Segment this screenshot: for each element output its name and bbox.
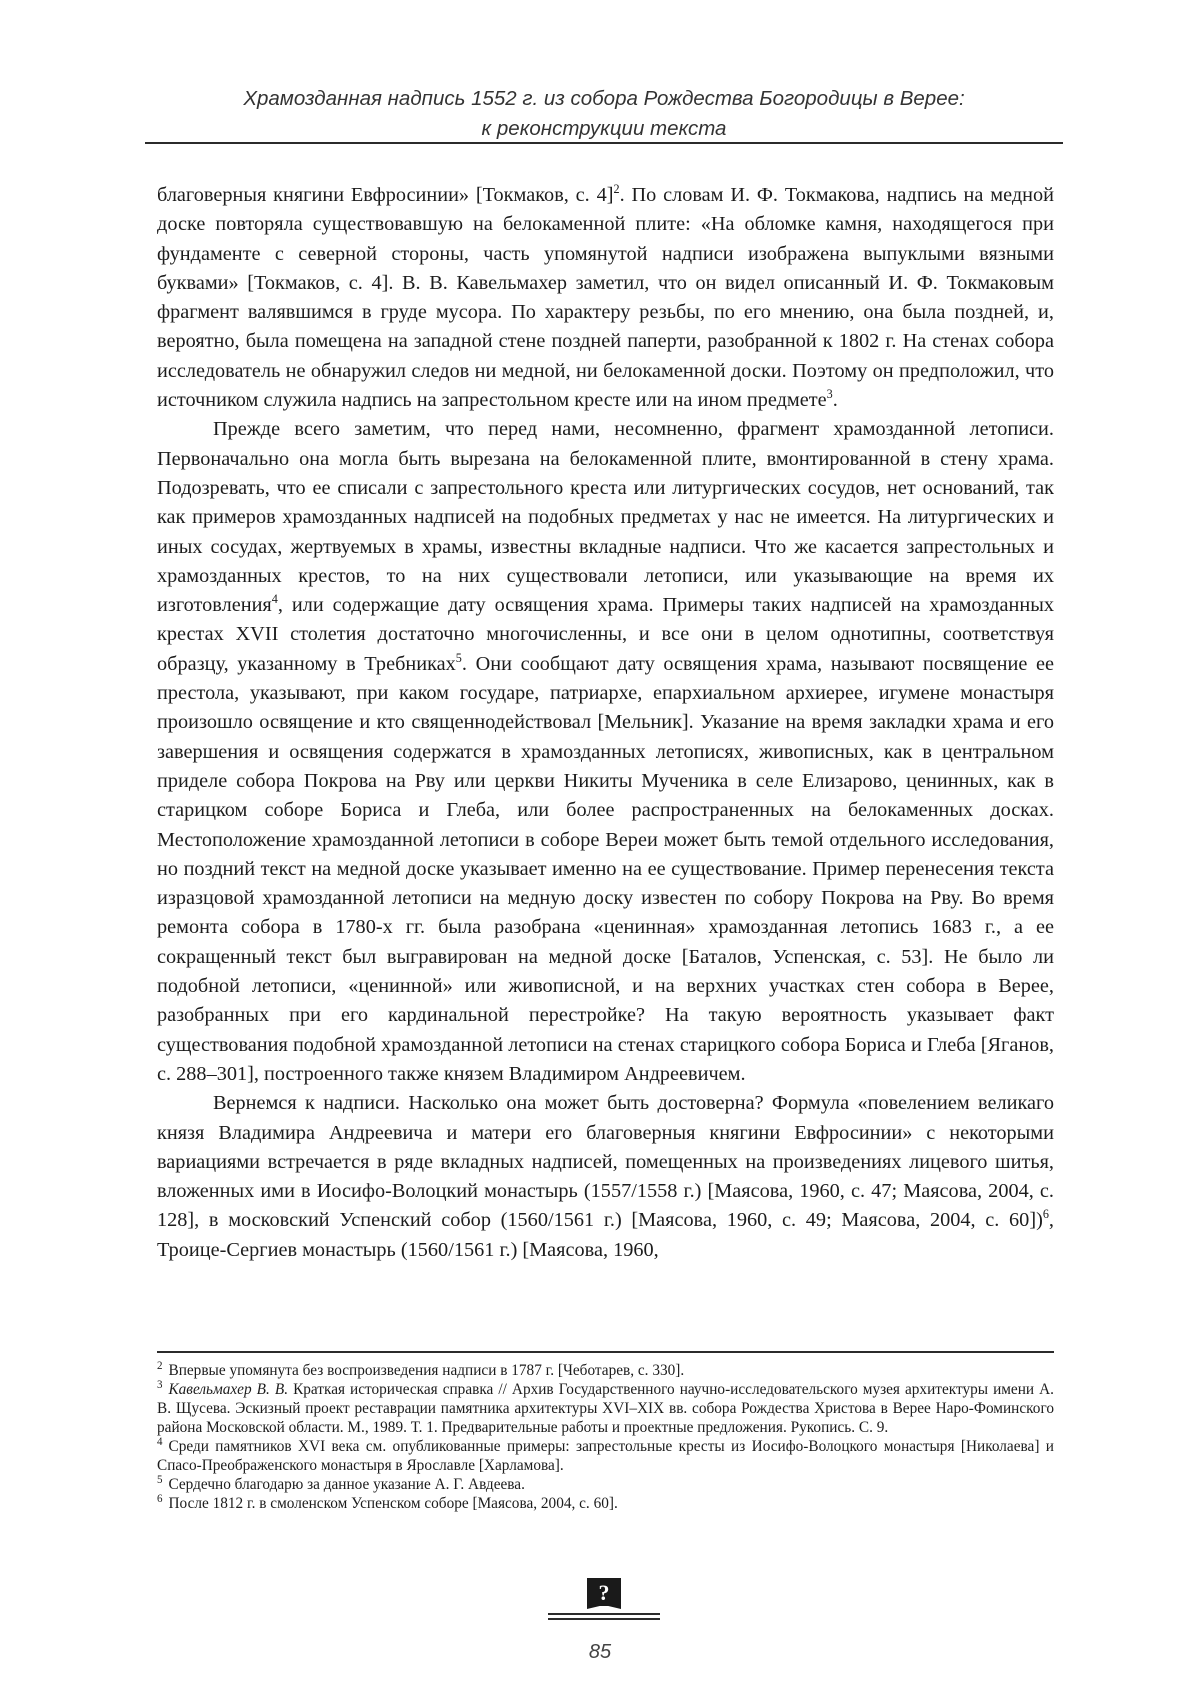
- footnote-number: 2: [157, 1359, 163, 1372]
- logo-question-mark: ?: [598, 1580, 610, 1605]
- book-question-icon: [584, 1576, 624, 1610]
- footnote-6: [157, 1494, 1054, 1513]
- paragraph-1: [157, 181, 1054, 415]
- footnotes: [157, 1361, 1054, 1513]
- footnote-ref-2[interactable]: 2: [613, 182, 620, 197]
- footnote-5: [157, 1475, 1054, 1494]
- footnote-2: [157, 1361, 1054, 1380]
- page-number: 85: [588, 1641, 612, 1663]
- footnote-text: Сердечно благодарю за данное указание А. Г. Авдеева.: [168, 1476, 525, 1493]
- logo-rule-2: [548, 1618, 660, 1620]
- paragraph-1-text-b: . По словам И. Ф. Токмакова, надпись на медной доске повторяла существовавшую на белокаменной плите: «На обломке камня, находящегося при фундаменте с северной стороны, часть упомянутой надписи изображена выпуклыми вязными буквами» [Токмаков, с. 4]. В. В. Кавельмахер заметил, что он видел описанный И. Ф. Токмаковым фрагмент валявшимся в груде мусора. По характеру резьбы, по его мнению, она была поздней, и, вероятно, была помещена на западной стене поздней паперти, разобранной к 1802 г. На стенах собора исследователь не обнаружил следов ни медной, ни белокаменной доски. Поэтому он предположил, что источником служила надпись на запрестольном кресте или на ином предмете: [157, 184, 1054, 412]
- footnote-3: [157, 1380, 1054, 1437]
- article-body: [157, 181, 1054, 1265]
- footnote-number: 4: [157, 1435, 163, 1448]
- header-rule: [145, 142, 1063, 144]
- footnote-text: Впервые упомянута без воспроизведения надписи в 1787 г. [Чеботарев, с. 330].: [168, 1362, 685, 1379]
- footnote-author: Кавельмахер В. В.: [168, 1381, 289, 1398]
- footnote-rule: [157, 1351, 1054, 1353]
- running-head-line-1: Храмозданная надпись 1552 г. из собора Рождества Богородицы в Верее:: [243, 87, 965, 110]
- paragraph-3-text-b: , Троице-Сергиев монастырь (1560/1561 г.) [Маясова, 1960,: [157, 1209, 1054, 1261]
- paragraph-1-text-c: .: [832, 389, 838, 412]
- footnote-number: 3: [157, 1378, 163, 1391]
- paragraph-1-text-a: благоверныя княгини Евфросинии» [Токмаков, с. 4]: [157, 184, 614, 206]
- running-head-line-2: к реконструкции текста: [481, 117, 727, 140]
- footnote-number: 6: [157, 1492, 163, 1505]
- footnote-ref-5[interactable]: 5: [455, 650, 462, 665]
- paragraph-2-text-a: Прежде всего заметим, что перед нами, несомненно, фрагмент храмозданной летописи. Первоначально она могла быть вырезана на белокаменной плите, вмонтированной в стену храма. Подозревать, что ее списали с запрестольного креста или литургических сосудов, нет оснований, так как примеров храмозданных надписей на подобных предметах у нас не имеется. На литургических и иных сосудах, жертвуемых в храмы, известны вкладные надписи. Что же касается запрестольных и храмозданных крестов, то на них существовали летописи, или указывающие на время их изготовления: [157, 418, 1054, 617]
- paragraph-2: [157, 415, 1054, 1089]
- footnote-4: [157, 1437, 1054, 1475]
- footnote-ref-6[interactable]: 6: [1042, 1207, 1049, 1222]
- paragraph-3-text-a: Вернемся к надписи. Насколько она может быть достоверна? Формула «повелением великаго князя Владимира Андреевича и матери его благоверныя княгини Евфросинии» с некоторыми вариациями встречается в ряде вкладных надписей, помещенных на произведениях лицевого шитья, вложенных ими в Иосифо-Волоцкий монастырь (1557/1558 г.) [Маясова, 1960, с. 47; Маясова, 2004, с. 128], в московский Успенский собор (1560/1561 г.) [Маясова, 1960, с. 49; Маясова, 2004, с. 60]): [157, 1092, 1054, 1232]
- footnote-ref-4[interactable]: 4: [271, 592, 278, 607]
- footnote-text: Среди памятников XVI века см. опубликованные примеры: запрестольные кресты из Иосифо-Волоцкого монастыря [Николаева] и Спасо-Преображенского монастыря в Ярославле [Харламова].: [157, 1438, 1054, 1474]
- paragraph-3: [157, 1089, 1054, 1265]
- running-head: [145, 84, 1063, 144]
- paragraph-2-text-b: , или содержащие дату освящения храма. Примеры таких надписей на храмозданных крестах XVII столетия достаточно многочисленны, и все они в целом однотипны, соответствуя образцу, указанному в Требниках: [157, 594, 1054, 675]
- footnote-text: После 1812 г. в смоленском Успенском соборе [Маясова, 2004, с. 60].: [168, 1495, 618, 1512]
- logo-rule-1: [548, 1613, 660, 1615]
- footnote-ref-3[interactable]: 3: [826, 387, 833, 402]
- footnote-number: 5: [157, 1473, 163, 1486]
- footnote-text: Краткая историческая справка // Архив Государственного научно-исследовательского музея архитектуры имени А. В. Щусева. Эскизный проект реставрации памятника архитектуры XVI–XIX вв. собора Рождества Христова в Верее Наро-Фоминского района Московской области. М., 1989. Т. 1. Предварительные работы и проектные предложения. Рукопись. С. 9.: [157, 1381, 1054, 1436]
- paragraph-2-text-c: . Они сообщают дату освящения храма, называют посвящение ее престола, указывают, при каком государе, патриархе, епархиальном архиерее, игумене монастыря произошло освящение и кто священнодействовал [Мельник]. Указание на время закладки храма и его завершения и освящения содержатся в храмозданных летописях, живописных, как в центральном приделе собора Покрова на Рву или церкви Никиты Мученика в селе Елизарово, ценинных, как в старицком соборе Бориса и Глеба, или более распространенных на белокаменных досках. Местоположение храмозданной летописи в соборе Вереи может быть темой отдельного исследования, но поздний текст на медной доске указывает именно на ее существование. Пример перенесения текста изразцовой храмозданной летописи на медную доску известен по собору Покрова на Рву. Во время ремонта собора в 1780-х гг. была разобрана «ценинная» храмозданная летопись 1683 г., а ее сокращенный текст был выгравирован на медной доске [Баталов, Успенская, с. 53]. Не было ли подобной летописи, «ценинной» или живописной, и на верхних участках стен собора в Верее, разобранных при его кардинальной перестройке? На такую вероятность указывает факт существования подобной храмозданной летописи на стенах старицкого собора Бориса и Глеба [Яганов, с. 288–301], построенного также князем Владимиром Андреевичем.: [157, 652, 1055, 1085]
